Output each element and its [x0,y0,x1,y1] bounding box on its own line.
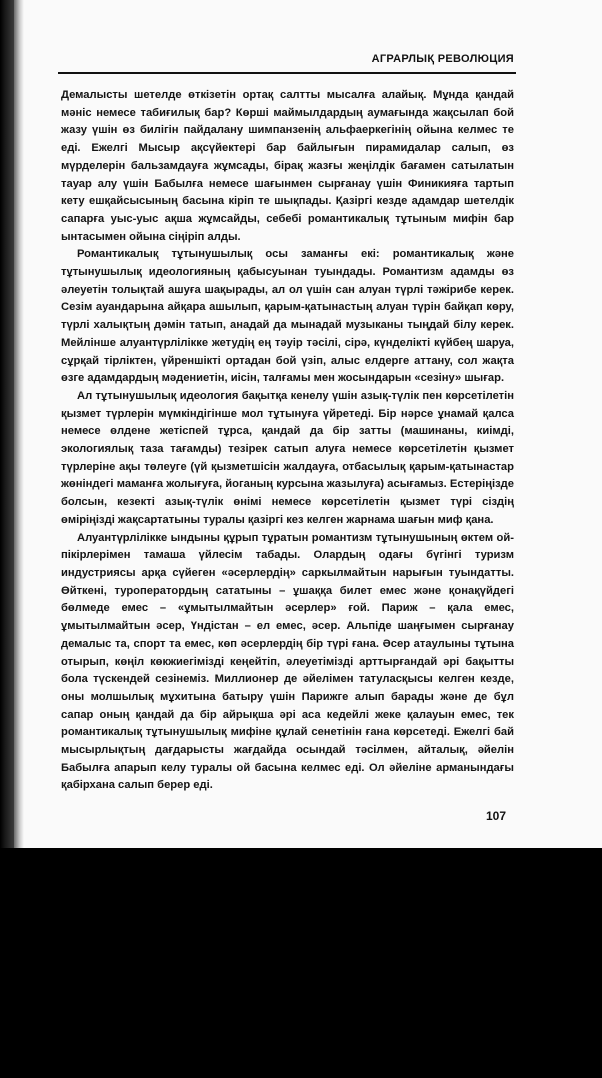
paragraph-3: Ал тұтынушылық идеология бақытқа кенелу үшін азық-түлік пен көрсетілетін қызмет түрлерін мүмкіндігінше мол тұтынуға үйретеді. Бір нәрсе ұнамай қалса немесе өлдене жетіспей тұрса, қандай да бір затты (машинаны, киімді, экологиялық таза тағамды) тезірек сатып алуға немесе көрсетілетін қызмет түрлеріне ақы төлеуге (үй қызметшісін жалдауға, отбасылық қарым-қатынастар жөніндегі маманға жолығуға, йоганың курсына жазылуға) асығамыз. Естеріңізде болсын, кезекті азық-түлік өнімі немесе көрсетілетін қызмет түрі сіздің өміріңізді жақсартатыны туралы қазіргі кез келген жарнама шағын миф қана. [61,389,514,526]
header-rule [58,72,516,74]
running-head: АГРАРЛЫҚ РЕВОЛЮЦИЯ [371,53,514,65]
book-spine-edge [0,0,14,848]
paragraph-2: Романтикалық тұтынушылық осы заманғы екі: романтикалық және тұтынушылық идеологияның қабысуынан туындады. Романтизм адамды өз әлеуетін толықтай ашуға шақырады, ал ол үшін сан алуан түрлі тәжірибе керек. Сезім ауандарына айқара ашылып, қарым-қатынастың алуан түрін байқап көру, түрлі халықтың дәмін татып, анадай да мынадай музыканы тыңдай білу керек. Мейлінше алуантүрлілікке жетудің ең тәуір тәсілі, сірә, күнделікті күйбең шаруа, сұрқай тірліктен, үйреншікті ортадан бой үзіп, алыс елдерге аттану, сол жақта өзге адамдардың мәдениетін, иісін, талғамы мен жосындарын «сезіну» шығар. [61,248,514,385]
body-text [61,87,514,795]
binding-shadow [14,0,24,848]
paragraph-4: Алуантүрлілікке ындыны құрып тұратын романтизм тұтынушының өктем ой-пікірлерімен тамаша үйлесім табады. Олардың одағы бүгінгі туризм индустриясы арқа сүйеген «әсерлердің» саркылмайтын нарығын туындатты. Өйткені, туроператордың сататыны – ұшаққа билет емес және қонақүйдегі бөлмеде емес – «ұмытылмайтын әсерлер» ғой. Париж – қала емес, ұмытылмайтын әсер, Үндістан – ел емес, әсер. Альпіде шаңғымен сырғанау демалыс та, спорт та емес, көп әсерлердің бір түрі ғана. Әсер атаулыны тұтына отырып, көңіл көкжиегімізді кеңейтіп, әлеуетімізді арттырғандай әрі бақытты бола түскендей сезінеміз. Миллионер де әйелімен татуласқысы келген кезде, оны молшылық мұхитына батыру үшін Парижге алып барады және де бұл сапар оның қандай да бір айрықша әрі аса кедейлі жеке қалауын емес, тек романтикалық тұтынушылық мифіне құлай сенетінін ғана көрсетеді. Ежелгі бай мысырлықтың дағдарысты жағдайда осындай тәсілмен, айталық, әйелін Бабылға апарып келу туралы ой басына келмес еді. Ол әйеліне арманындағы қабірхана салып берер еді. [61,531,514,792]
page-number: 107 [485,809,506,823]
paragraph-1: Демалысты шетелде өткізетін ортақ салтты мысалға алайық. Мұнда қандай мәніс немесе табиғилық бар? Көрші маймылдардың аумағында жақсылап бой жазу үшін өз билігін пайдалану шимпанзенің альфаеркегінің ойына келмес те еді. Ежелгі Мысыр ақсүйектері бар байлығын пирамидалар салып, өз мүрделерін бальзамдауға жұмсады, бірақ жазғы жеңілдік бағамен сатылатын тауар алу үшін Бабылға немесе шағынмен сырғанау үшін Финикияға тартып кету ешқайсысының басына кіріп те шықпады. Қазіргі кезде адамдар шетелдік сапарға уыс-уыс ақша жұмсайды, себебі романтикалық тұтыным мифін бар ынтасымен ойына сіңіріп алды. [61,89,514,243]
